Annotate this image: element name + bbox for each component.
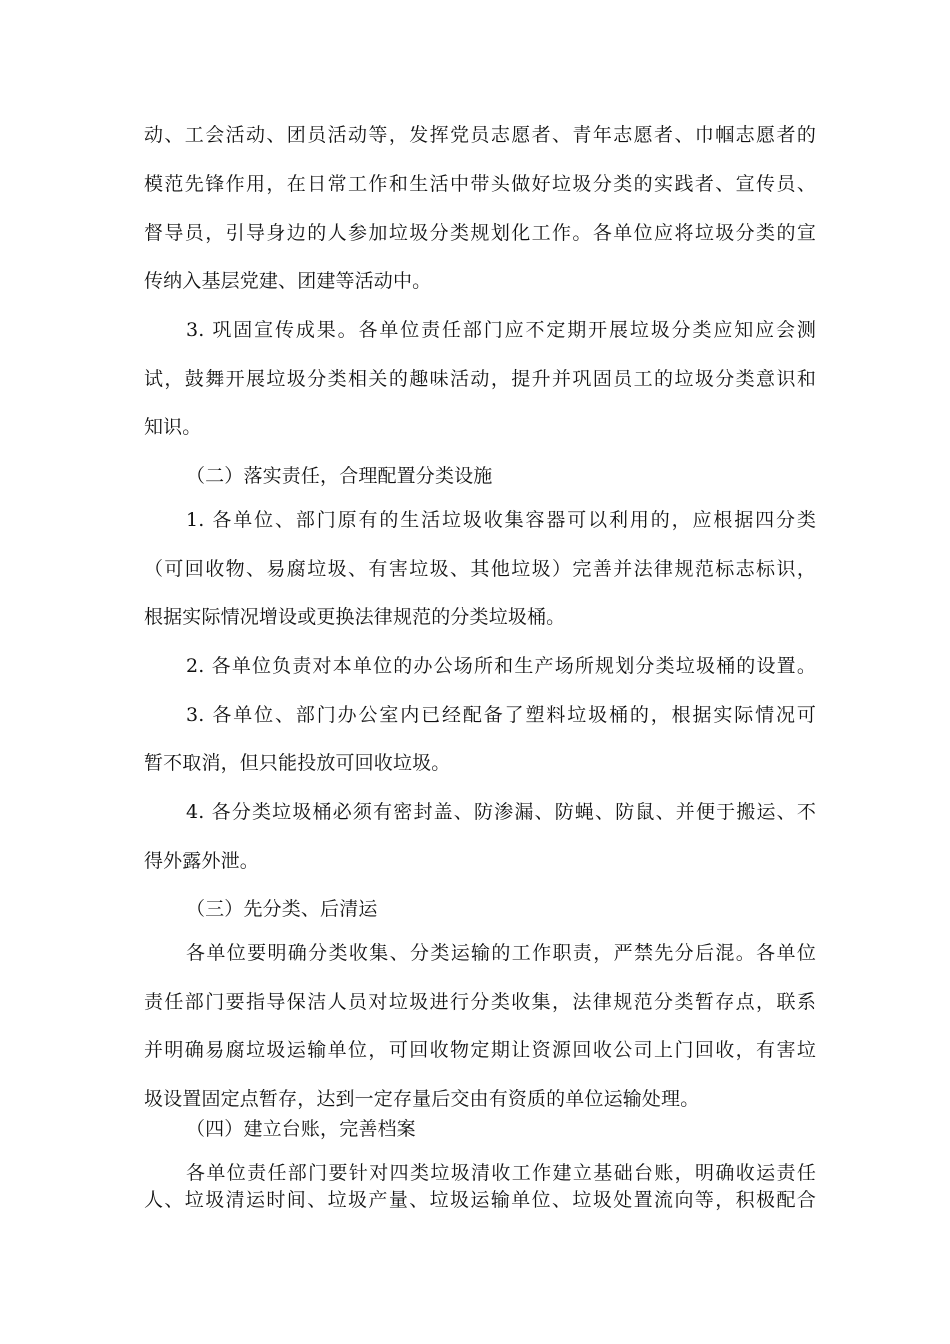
paragraph-line: 试，鼓舞开展垃圾分类相关的趣味活动，提升并巩固员工的垃圾分类意识和: [144, 368, 816, 390]
paragraph-line: （可回收物、易腐垃圾、有害垃圾、其他垃圾）完善并法律规范标志标识，: [144, 558, 816, 580]
paragraph-line: 责任部门要指导保洁人员对垃圾进行分类收集，法律规范分类暂存点，联系: [144, 991, 816, 1013]
paragraph-line: 并明确易腐垃圾运输单位，可回收物定期让资源回收公司上门回收，有害垃: [144, 1039, 816, 1061]
paragraph-line: 人、垃圾清运时间、垃圾产量、垃圾运输单位、垃圾处置流向等，积极配合: [144, 1189, 816, 1211]
paragraph-line: 4. 各分类垃圾桶必须有密封盖、防渗漏、防蝇、防鼠、并便于搬运、不: [186, 801, 816, 823]
paragraph-line: 根据实际情况增设或更换法律规范的分类垃圾桶。: [144, 606, 566, 628]
paragraph-line: 动、工会活动、团员活动等，发挥党员志愿者、青年志愿者、巾帼志愿者的: [144, 124, 816, 146]
paragraph-line: 传纳入基层党建、团建等活动中。: [144, 270, 432, 292]
paragraph-line: 得外露外泄。: [144, 850, 259, 872]
paragraph-line: 督导员，引导身边的人参加垃圾分类规划化工作。各单位应将垃圾分类的宣: [144, 222, 816, 244]
paragraph-line: 各单位要明确分类收集、分类运输的工作职责，严禁先分后混。各单位: [186, 942, 816, 964]
paragraph-line: 圾设置固定点暂存，达到一定存量后交由有资质的单位运输处理。: [144, 1088, 700, 1110]
paragraph-line: 各单位责任部门要针对四类垃圾清收工作建立基础台账，明确收运责任: [186, 1162, 816, 1184]
section-heading: （四）建立台账，完善档案: [186, 1118, 416, 1140]
section-heading: （二）落实责任，合理配置分类设施: [186, 465, 493, 487]
paragraph-line: 3. 各单位、部门办公室内已经配备了塑料垃圾桶的，根据实际情况可: [186, 704, 816, 726]
paragraph-line: 知识。: [144, 416, 202, 438]
paragraph-line: 暂不取消，但只能投放可回收垃圾。: [144, 752, 451, 774]
paragraph-line: 1. 各单位、部门原有的生活垃圾收集容器可以利用的，应根据四分类: [186, 509, 816, 531]
paragraph-line: 2. 各单位负责对本单位的办公场所和生产场所规划分类垃圾桶的设置。: [186, 655, 816, 677]
section-heading: （三）先分类、后清运: [186, 898, 378, 920]
paragraph-line: 3. 巩固宣传成果。各单位责任部门应不定期开展垃圾分类应知应会测: [186, 319, 816, 341]
paragraph-line: 模范先锋作用，在日常工作和生活中带头做好垃圾分类的实践者、宣传员、: [144, 173, 816, 195]
